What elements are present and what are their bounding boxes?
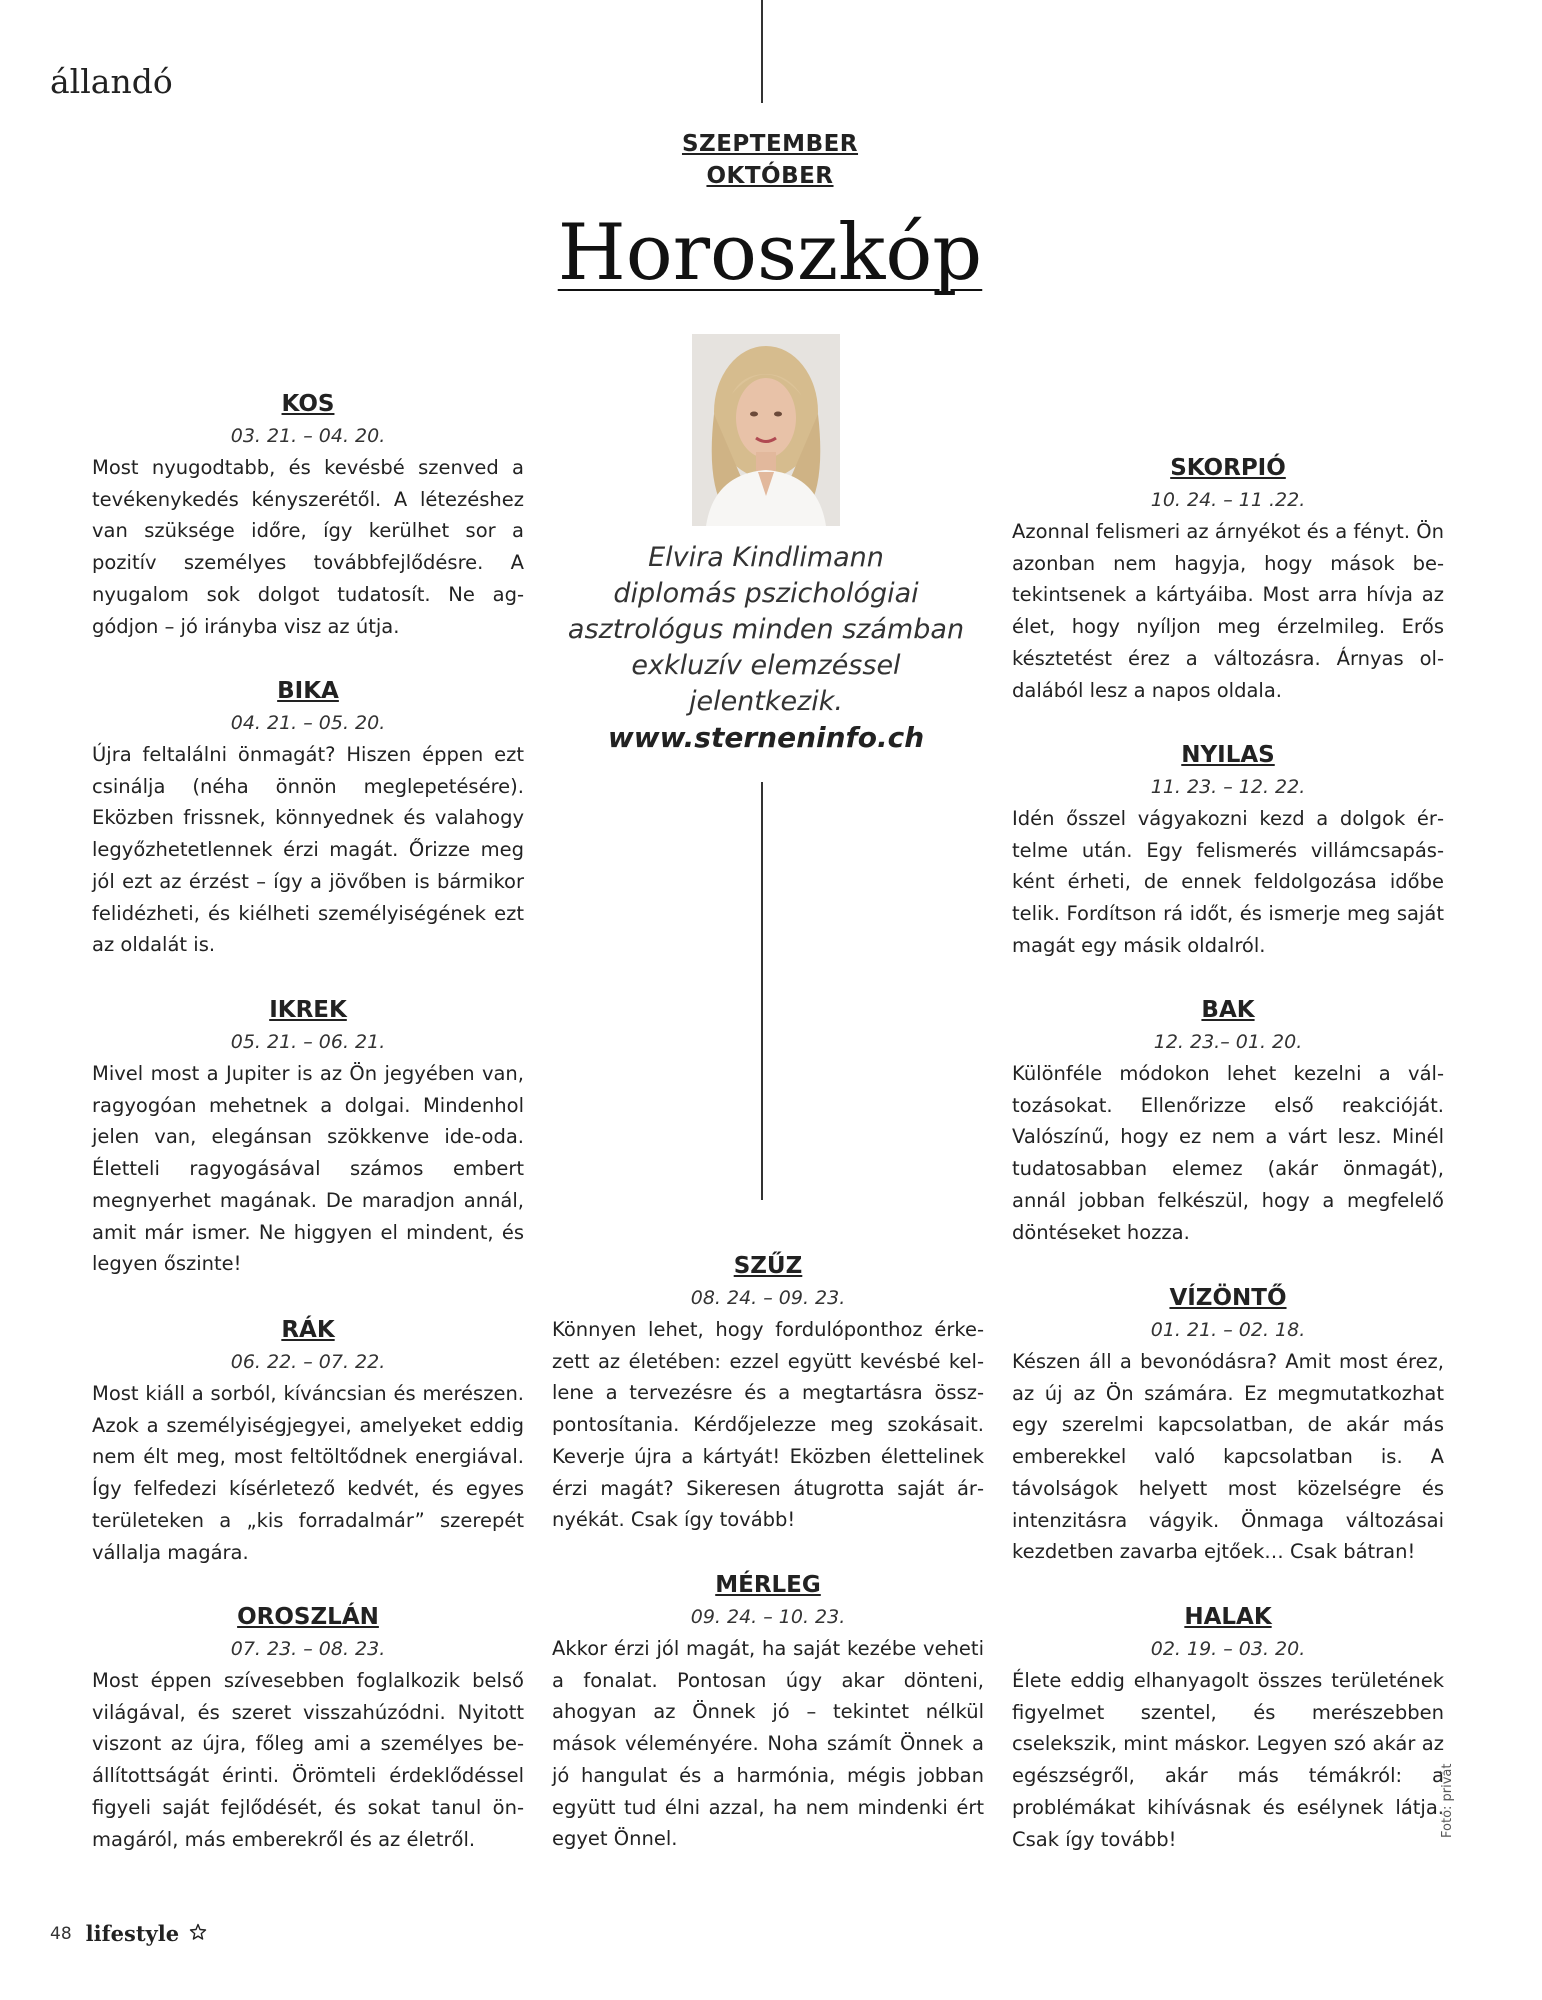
sign-name: OROSZLÁN	[237, 1604, 379, 1630]
sign-date: 06. 22. – 07. 22.	[230, 1351, 386, 1373]
sign-date: 07. 23. – 08. 23.	[230, 1638, 386, 1660]
star-icon	[189, 1923, 207, 1945]
sign-text: Könnyen lehet, hogy fordulóponthoz érkezett az életében: ezzel együtt kevésbé kellene a tervezésre és a megtartásra összpontosítania. Kérdőjelezze meg szokásait. Keverje újra a kártyát! Eközben élettelinek érzi magát? Sikeresen átugrotta saját árnyékát. Csak így tovább!	[552, 1318, 984, 1532]
sign-name: VÍZÖNTŐ	[1169, 1285, 1287, 1311]
magazine-brand: lifestyle	[85, 1921, 180, 1946]
sign-text: Mivel most a Jupiter is az Ön jegyében van, ragyogóan mehetnek a dolgai. Mindenhol jelen van, elegánsan szökkenve ide-oda. Életteli ragyogásával számos embert megnyerhet magának. De maradjon annál, amit már ismer. Ne higgyen el mindent, és legyen őszinte!	[92, 1062, 524, 1276]
sign-date: 10. 24. – 11 .22.	[1150, 489, 1306, 511]
sign-name: HALAK	[1184, 1604, 1272, 1630]
author-description-line: diplomás pszichológiai	[613, 578, 919, 609]
sign-text: Most éppen szívesebben foglalkozik belső világával, és szeret visszahúzódni. Nyitott viszont az újra, főleg ami a személyes beállítottságát érinti. Örömteli érdeklődéssel figyeli saját fejlődését, és sokat tanul önmagáról, más emberekről és az életről.	[92, 1669, 524, 1851]
sign-kos	[92, 388, 524, 642]
author-description-line: jelentkezik.	[688, 686, 844, 717]
sign-oroszlan	[92, 1601, 524, 1855]
section-label: állandó	[50, 62, 173, 101]
page-footer	[50, 1921, 207, 1946]
sign-text: Most kiáll a sorból, kíváncsian és merészen. Azok a személyiségjegyei, amelyeket eddig nem élt meg, most feltöltődnek energiával. Így felfedezi kísérletező kedvét, és egyes területeken a „kis forradalmár” szerepét vállalja magára.	[92, 1382, 524, 1564]
sign-date: 12. 23.– 01. 20.	[1153, 1031, 1303, 1053]
sign-text: Élete eddig elhanyagolt összes területének figyelmet szentel, és merészebben cselekszik, mint máskor. Legyen szó akár az egészségről, akár más témákról: a problémákat kihívásnak és esélynek látja. Csak így tovább!	[1012, 1669, 1444, 1851]
author-description-line: exkluzív elemzéssel	[631, 650, 901, 681]
center-divider	[761, 782, 763, 1200]
sign-date: 09. 24. – 10. 23.	[690, 1606, 846, 1628]
sign-name: RÁK	[281, 1317, 335, 1343]
sign-bak	[1012, 994, 1444, 1248]
sign-text: Különféle módokon lehet kezelni a változásokat. Ellenőrizze első reakcióját. Valószínű, hogy ez nem a várt lesz. Minél tudatosabban elemez (akár önmagát), annál jobban felkészül, hogy a megfelelő döntéseket hozza.	[1012, 1062, 1444, 1244]
month-october: OKTÓBER	[706, 163, 834, 189]
sign-nyilas	[1012, 739, 1444, 962]
sign-text: Készen áll a bevonódásra? Amit most érez, az új az Ön számára. Ez megmutatkozhat egy szerelmi kapcsolatban, de akár más emberekkel való kapcsolatban is. A távolságok helyett most közelségre és intenzitásra vágyik. Önmaga változásai kezdetben zavarba ejtőek… Csak bátran!	[1012, 1350, 1444, 1564]
sign-bika	[92, 675, 524, 961]
sign-ikrek	[92, 994, 524, 1280]
sign-date: 03. 21. – 04. 20.	[230, 425, 386, 447]
sign-date: 08. 24. – 09. 23.	[690, 1287, 846, 1309]
sign-text: Akkor érzi jól magát, ha saját kezébe veheti a fonalat. Pontosan úgy akar dönteni, ahogyan az Önnek jó – tekintet nélkül mások véleményére. Noha számít Önnek a jó hangulat és a harmónia, mégis jobban együtt tud élni azzal, ha nem mindenki ért egyet Önnel.	[552, 1637, 984, 1851]
author-description-line: asztrológus minden számban	[567, 614, 965, 645]
photo-credit: Fotó: privát	[1440, 1763, 1455, 1838]
sign-date: 04. 21. – 05. 20.	[230, 712, 386, 734]
sign-name: BIKA	[277, 678, 339, 704]
sign-szuz	[552, 1250, 984, 1536]
sign-date: 02. 19. – 03. 20.	[1150, 1638, 1306, 1660]
sign-name: KOS	[281, 391, 335, 417]
sign-skorpio	[1012, 452, 1444, 706]
sign-name: SZŰZ	[733, 1253, 803, 1279]
sign-text: Idén ősszel vágyakozni kezd a dolgok értelme után. Egy felismerés villámcsapásként érheti, de ennek feldolgozása időbe telik. Fordítson rá időt, és ismerje meg saját magát egy másik oldalról.	[1012, 807, 1444, 957]
sign-rak	[92, 1314, 524, 1568]
sign-name: IKREK	[269, 997, 347, 1023]
page-title: Horoszkóp	[557, 208, 983, 298]
sign-halak	[1012, 1601, 1444, 1855]
page-number: 48	[50, 1923, 72, 1944]
sign-text: Most nyugodtabb, és kevésbé szenved a tevékenykedés kényszerétől. A létezéshez van szüksége időre, így kerülhet sor a pozitív személyes továbbfejlődésre. A nyugalom sok dolgot tudatosít. Ne aggódjon – jó irányba visz az útja.	[92, 456, 524, 638]
sign-text: Azonnal felismeri az árnyékot és a fényt. Ön azonban nem hagyja, hogy mások betekintsenek a kártyáiba. Most arra hívja az élet, hogy nyíljon meg érzelmileg. Erős késztetést érez a változásra. Árnyas oldalából lesz a napos oldala.	[1012, 520, 1444, 702]
sign-merleg	[552, 1569, 984, 1855]
sign-name: MÉRLEG	[715, 1572, 821, 1598]
sign-name: BAK	[1201, 997, 1255, 1023]
sign-text: Újra feltalálni önmagát? Hiszen éppen ezt csinálja (néha önnön meglepetésére). Eközben frissnek, könnyednek és valahogy legyőzhetetlennek érzi magát. Őrizze meg jól ezt az érzést – így a jövőben is bármikor felidézheti, és kiélheti személyiségének ezt az oldalát is.	[92, 743, 524, 957]
month-september: SZEPTEMBER	[681, 131, 859, 157]
author-website-link[interactable]: www.sterneninfo.ch	[607, 721, 925, 754]
sign-name: NYILAS	[1181, 742, 1275, 768]
sign-vizonto	[1012, 1282, 1444, 1568]
sign-date: 11. 23. – 12. 22.	[1150, 776, 1306, 798]
author-portrait	[692, 334, 840, 526]
sign-name: SKORPIÓ	[1170, 455, 1286, 481]
top-divider	[761, 0, 763, 103]
sign-date: 05. 21. – 06. 21.	[230, 1031, 386, 1053]
author-name: Elvira Kindlimann	[648, 542, 884, 573]
author-info	[548, 540, 984, 756]
sign-date: 01. 21. – 02. 18.	[1150, 1319, 1306, 1341]
